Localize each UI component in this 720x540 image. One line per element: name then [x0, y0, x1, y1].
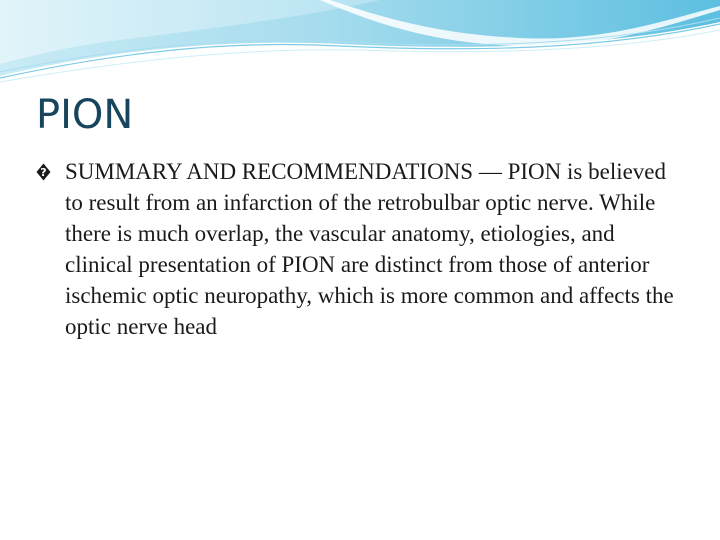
slide-title: PION [36, 92, 134, 138]
replacement-character-icon [36, 163, 51, 181]
bullet-list [36, 156, 676, 342]
header-wave-decoration [0, 0, 720, 90]
bullet-item [36, 156, 676, 342]
bullet-text: SUMMARY AND RECOMMENDATIONS — PION is believed to result from an infarction of the retrobulbar optic nerve. While there is much overlap, the vascular anatomy, etiologies, and clinical presentation of PION are distinct from those of anterior ischemic optic neuropathy, which is more common and affects the optic nerve head [65, 159, 674, 339]
svg-text:?: ? [40, 166, 47, 179]
